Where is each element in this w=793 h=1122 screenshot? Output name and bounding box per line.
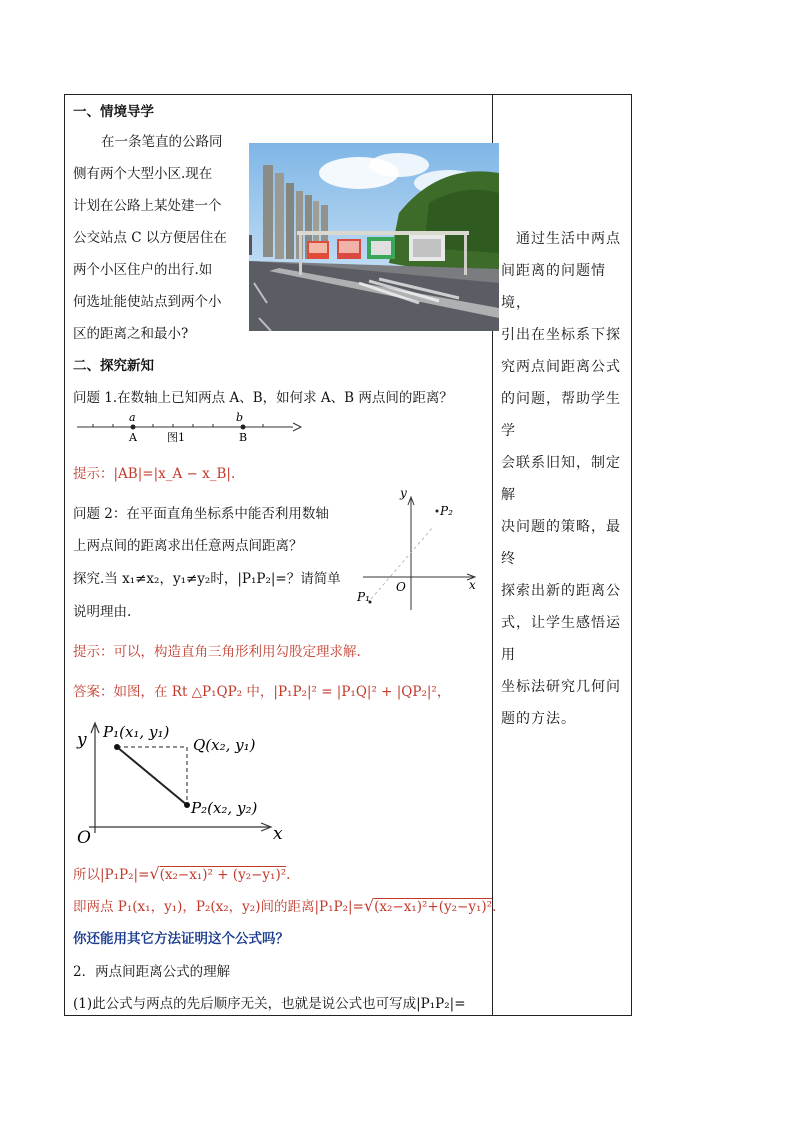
p2-coord-label: P₂(x₂, y₂) — [191, 799, 258, 817]
side-note-line: 题的方法。 — [501, 711, 576, 727]
coordinate-figure-large — [73, 715, 283, 847]
point-B — [241, 425, 246, 430]
coordinate-figure-small — [353, 485, 483, 615]
side-note-line: 究两点间距离公式 — [501, 359, 621, 375]
lesson-table — [64, 94, 632, 1016]
side-note-line: 的问题，帮助学生学 — [501, 391, 621, 439]
explore-line1: 探究.当 x₁≠x₂，y₁≠y₂时，|P₁P₂|=？请简单 — [73, 571, 341, 587]
bus-stop-photo — [249, 143, 499, 331]
question-2-line2: 上两点间的距离求出任意两点间距离？ — [73, 538, 303, 554]
formula-1: 所以|P₁P₂|=√(x₂−x₁)² + (y₂−y₁)². — [73, 864, 291, 883]
label-b: b — [236, 411, 244, 424]
side-note-line: 引出在坐标系下探 — [501, 327, 621, 343]
formula-2-prefix: 即两点 P₁(x₁，y₁)，P₂(x₂，y₂)间的距离|P₁P₂|= — [73, 899, 364, 915]
side-note-line: 通过生活中两点 — [501, 231, 621, 247]
section2-heading: 二、探究新知 — [73, 358, 154, 374]
question-2-line1: 问题 2：在平面直角坐标系中能否利用数轴 — [73, 506, 329, 522]
prove-question: 你还能用其它方法证明这个公式吗？ — [73, 931, 289, 947]
label-a: a — [129, 411, 136, 424]
point-A — [131, 425, 136, 430]
sqrt-icon: √ — [149, 864, 160, 883]
figure-caption: 图1 — [167, 431, 185, 444]
axis-y-label: y — [400, 486, 407, 500]
side-note-line: 决问题的策略，最终 — [501, 519, 621, 567]
section1-heading: 一、情境导学 — [73, 104, 154, 120]
hint-2: 提示：可以，构造直角三角形利用勾股定理求解. — [73, 644, 361, 660]
label-B: B — [239, 431, 248, 444]
axis-y-label: y — [77, 730, 87, 750]
explore-line2: 说明理由. — [73, 604, 132, 620]
answer: 答案：如图，在 Rt △P₁QP₂ 中，|P₁P₂|² = |P₁Q|² + |QP₂|²， — [73, 684, 451, 700]
intro-line: 何选址能使站点到两个小 — [73, 294, 222, 310]
number-line-figure — [73, 411, 303, 447]
p1-coord-label: P₁(x₁, y₁) — [103, 723, 170, 741]
item-2-1: (1)此公式与两点的先后顺序无关，也就是说公式也可写成|P₁P₂|= — [73, 996, 466, 1012]
intro-line: 在一条笔直的公路同 — [101, 134, 223, 150]
side-note-line: 间距离的问题情境， — [501, 263, 606, 311]
intro-line: 区的距离之和最小? — [73, 326, 189, 342]
point-p2-label: P₂ — [440, 504, 453, 518]
intro-line: 侧有两个大型小区.现在 — [73, 166, 213, 182]
origin-label: O — [77, 828, 91, 847]
formula-2-radicand: (x₂−x₁)²+(y₂−y₁)² — [374, 899, 493, 915]
label-A: A — [129, 431, 137, 444]
side-note-line: 坐标法研究几何问 — [501, 679, 621, 695]
point-p1-label: P₁ — [357, 590, 370, 604]
side-note-line: 探索出新的距离公 — [501, 583, 621, 599]
point-p2 — [184, 802, 190, 808]
side-note-line: 会联系旧知，制定解 — [501, 455, 621, 503]
axis-x-label: x — [469, 578, 476, 592]
side-note-line: 式，让学生感悟运用 — [501, 615, 621, 663]
axis-x-label: x — [273, 824, 283, 844]
main-column — [73, 95, 497, 1015]
formula-2: 即两点 P₁(x₁，y₁)，P₂(x₂，y₂)间的距离|P₁P₂|=√(x₂−x₁)²+(y₂−y₁)². — [73, 896, 497, 915]
intro-line: 计划在公路上某处建一个 — [73, 198, 222, 214]
formula-1-prefix: 所以|P₁P₂|= — [73, 867, 150, 883]
intro-line: 两个小区住户的出行.如 — [73, 262, 213, 278]
item-2: 2．两点间距离公式的理解 — [73, 964, 231, 980]
intro-line: 公交站点 C 以方便居住在 — [73, 230, 227, 246]
formula-1-radicand: (x₂−x₁)² + (y₂−y₁)² — [159, 867, 287, 883]
sqrt-icon: √ — [363, 896, 375, 915]
q-coord-label: Q(x₂, y₁) — [193, 736, 256, 754]
origin-label: O — [396, 580, 406, 594]
hint-1: 提示：|AB|=|x_A − x_B|. — [73, 466, 236, 482]
question-1: 问题 1.在数轴上已知两点 A、B，如何求 A、B 两点间的距离？ — [73, 390, 453, 406]
side-note — [501, 223, 626, 735]
point-p1 — [114, 744, 120, 750]
